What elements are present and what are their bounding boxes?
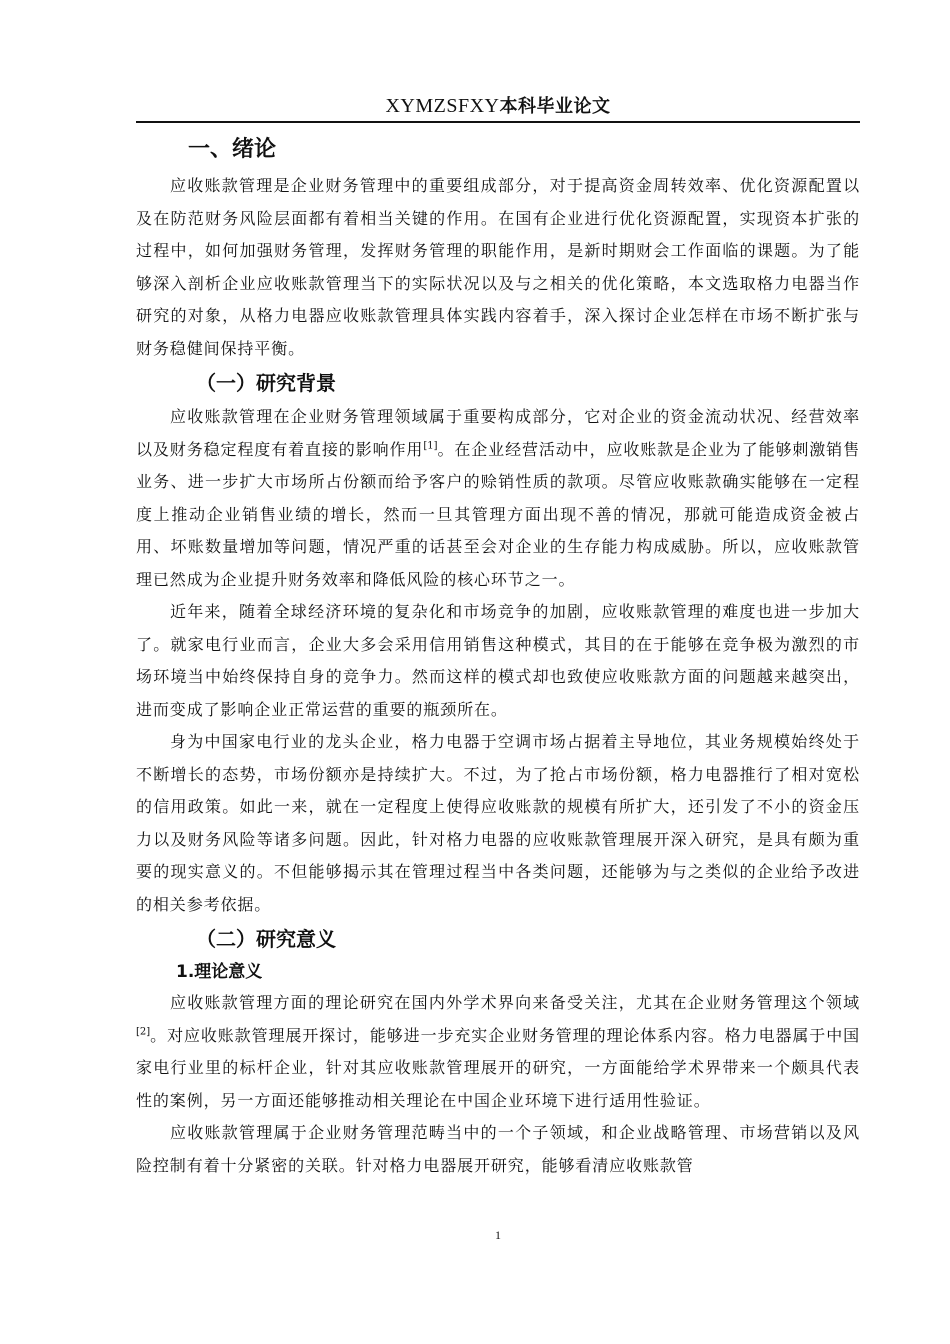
body-content bbox=[136, 130, 860, 1182]
header-thesis-label: 本科毕业论文 bbox=[499, 96, 611, 117]
paragraph-theory-1 bbox=[136, 987, 860, 1117]
heading-theoretical-significance: 1.理论意义 bbox=[176, 962, 263, 982]
paragraph-theory-1-part-b: 。对应收账款管理展开探讨，能够进一步充实企业财务管理的理论体系内容。格力电器属于中国家电行业里的标杆企业，针对其应收账款管理展开的研究，一方面能给学术界带来一个颇具代表性的案例，另一方面还能够推动相关理论在中国企业环境下进行适用性验证。 bbox=[136, 1025, 860, 1110]
paragraph-background-1-part-a: 应收账款管理在企业财务管理领域属于重要构成部分，它对企业的资金流动状况、经营效率以及财务稳定程度有着直接的影响作用 bbox=[136, 407, 860, 459]
heading-introduction: 一、绪论 bbox=[188, 137, 277, 162]
header-school-code: XYMZSFXY bbox=[385, 95, 500, 117]
citation-2: [2] bbox=[136, 1026, 151, 1038]
paragraph-background-1 bbox=[136, 401, 860, 596]
running-header bbox=[136, 92, 860, 120]
paragraph-background-1-part-b: 。在企业经营活动中，应收账款是企业为了能够刺激销售业务、进一步扩大市场所占份额而给予客户的赊销性质的款项。尽管应收账款确实能够在一定程度上推动企业销售业绩的增长，然而一旦其管理方面出现不善的情况，那就可能造成资金被占用、坏账数量增加等问题，情况严重的话甚至会对企业的生存能力构成威胁。所以，应收账款管理已然成为企业提升财务效率和降低风险的核心环节之一。 bbox=[136, 439, 860, 589]
heading-research-background: （一）研究背景 bbox=[196, 371, 336, 395]
heading-research-significance: （二）研究意义 bbox=[196, 927, 336, 951]
paragraph-background-3: 身为中国家电行业的龙头企业，格力电器于空调市场占据着主导地位，其业务规模始终处于不断增长的态势，市场份额亦是持续扩大。不过，为了抢占市场份额，格力电器推行了相对宽松的信用政策。如此一来，就在一定程度上使得应收账款的规模有所扩大，还引发了不小的资金压力以及财务风险等诸多问题。因此，针对格力电器的应收账款管理展开深入研究，是具有颇为重要的现实意义的。不但能够揭示其在管理过程当中各类问题，还能够为与之类似的企业给予改进的相关参考依据。 bbox=[136, 732, 860, 914]
header-rule bbox=[136, 121, 860, 123]
paragraph-theory-1-part-a: 应收账款管理方面的理论研究在国内外学术界向来备受关注，尤其在企业财务管理这个领域 bbox=[170, 993, 860, 1012]
paragraph-introduction: 应收账款管理是企业财务管理中的重要组成部分，对于提高资金周转效率、优化资源配置以及在防范财务风险层面都有着相当关键的作用。在国有企业进行优化资源配置，实现资本扩张的过程中，如何加强财务管理，发挥财务管理的职能作用，是新时期财会工作面临的课题。为了能够深入剖析企业应收账款管理当下的实际状况以及与之相关的优化策略，本文选取格力电器当作研究的对象，从格力电器应收账款管理具体实践内容着手，深入探讨企业怎样在市场不断扩张与财务稳健间保持平衡。 bbox=[136, 176, 860, 358]
paragraph-theory-2: 应收账款管理属于企业财务管理范畴当中的一个子领域，和企业战略管理、市场营销以及风险控制有着十分紧密的关联。针对格力电器展开研究，能够看清应收账款管 bbox=[136, 1123, 860, 1175]
paragraph-background-2: 近年来，随着全球经济环境的复杂化和市场竞争的加剧，应收账款管理的难度也进一步加大了。就家电行业而言，企业大多会采用信用销售这种模式，其目的在于能够在竞争极为激烈的市场环境当中始终保持自身的竞争力。然而这样的模式却也致使应收账款方面的问题越来越突出，进而变成了影响企业正常运营的重要的瓶颈所在。 bbox=[136, 602, 860, 719]
page-number: 1 bbox=[495, 1228, 501, 1242]
citation-1: [1] bbox=[423, 440, 438, 452]
